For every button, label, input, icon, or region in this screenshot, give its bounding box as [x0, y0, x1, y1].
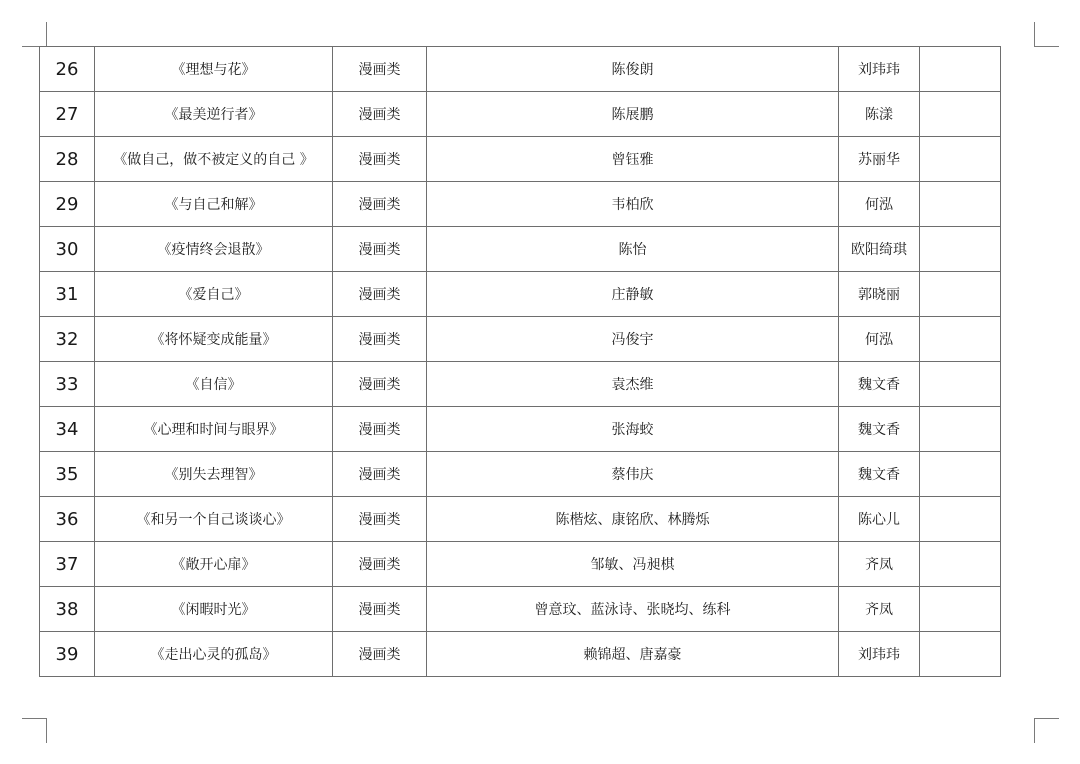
cell-category: 漫画类: [333, 632, 427, 677]
cell-authors: 邹敏、冯昶棋: [427, 542, 839, 587]
cell-category: 漫画类: [333, 542, 427, 587]
cell-row-number: 31: [40, 272, 95, 317]
cell-blank-cell: [920, 587, 1001, 632]
cell-authors: 蔡伟庆: [427, 452, 839, 497]
cell-authors: 庄静敏: [427, 272, 839, 317]
cell-work-title: 《和另一个自己谈谈心》: [95, 497, 333, 542]
table-row: [40, 497, 1001, 542]
cell-authors: 陈俊朗: [427, 47, 839, 92]
cell-work-title: 《走出心灵的孤岛》: [95, 632, 333, 677]
cell-row-number: 33: [40, 362, 95, 407]
cell-blank-cell: [920, 227, 1001, 272]
cell-authors: 陈展鹏: [427, 92, 839, 137]
cell-authors: 张海蛟: [427, 407, 839, 452]
cell-work-title: 《将怀疑变成能量》: [95, 317, 333, 362]
crop-mark-bottom-right: [1034, 718, 1059, 743]
cell-row-number: 26: [40, 47, 95, 92]
cell-category: 漫画类: [333, 272, 427, 317]
cell-authors: 曾钰雅: [427, 137, 839, 182]
table-row: [40, 407, 1001, 452]
cell-teacher: 何泓: [839, 182, 920, 227]
cell-blank-cell: [920, 542, 1001, 587]
cell-work-title: 《心理和时间与眼界》: [95, 407, 333, 452]
cell-work-title: 《自信》: [95, 362, 333, 407]
table-row: [40, 632, 1001, 677]
table-row: [40, 47, 1001, 92]
cell-row-number: 30: [40, 227, 95, 272]
cell-teacher: 苏丽华: [839, 137, 920, 182]
cell-category: 漫画类: [333, 182, 427, 227]
cell-teacher: 陈心儿: [839, 497, 920, 542]
table-row: [40, 542, 1001, 587]
cell-blank-cell: [920, 137, 1001, 182]
cell-teacher: 陈漾: [839, 92, 920, 137]
cell-teacher: 何泓: [839, 317, 920, 362]
cell-blank-cell: [920, 362, 1001, 407]
cell-authors: 冯俊宇: [427, 317, 839, 362]
cell-row-number: 27: [40, 92, 95, 137]
cell-teacher: 刘玮玮: [839, 632, 920, 677]
table-row: [40, 587, 1001, 632]
cell-category: 漫画类: [333, 137, 427, 182]
crop-mark-top-left: [22, 22, 47, 47]
cell-work-title: 《疫情终会退散》: [95, 227, 333, 272]
cell-row-number: 32: [40, 317, 95, 362]
cell-blank-cell: [920, 182, 1001, 227]
cell-teacher: 刘玮玮: [839, 47, 920, 92]
cell-category: 漫画类: [333, 497, 427, 542]
cell-row-number: 29: [40, 182, 95, 227]
table-row: [40, 317, 1001, 362]
cell-teacher: 齐凤: [839, 587, 920, 632]
cell-category: 漫画类: [333, 452, 427, 497]
cell-blank-cell: [920, 47, 1001, 92]
cell-work-title: 《做自己，做不被定义的自己 》: [95, 137, 333, 182]
entries-table: [39, 46, 1001, 677]
table-body: [40, 47, 1001, 677]
cell-category: 漫画类: [333, 227, 427, 272]
table-row: [40, 452, 1001, 497]
cell-row-number: 36: [40, 497, 95, 542]
cell-category: 漫画类: [333, 47, 427, 92]
cell-category: 漫画类: [333, 92, 427, 137]
cell-authors: 袁杰维: [427, 362, 839, 407]
cell-blank-cell: [920, 272, 1001, 317]
cell-row-number: 34: [40, 407, 95, 452]
cell-category: 漫画类: [333, 362, 427, 407]
cell-row-number: 35: [40, 452, 95, 497]
cell-work-title: 《与自己和解》: [95, 182, 333, 227]
cell-work-title: 《爱自己》: [95, 272, 333, 317]
cell-row-number: 38: [40, 587, 95, 632]
table-row: [40, 92, 1001, 137]
table-row: [40, 227, 1001, 272]
cell-blank-cell: [920, 407, 1001, 452]
cell-category: 漫画类: [333, 587, 427, 632]
cell-teacher: 魏文香: [839, 362, 920, 407]
cell-row-number: 37: [40, 542, 95, 587]
cell-blank-cell: [920, 452, 1001, 497]
cell-teacher: 齐凤: [839, 542, 920, 587]
cell-authors: 赖锦超、唐嘉豪: [427, 632, 839, 677]
cell-blank-cell: [920, 317, 1001, 362]
table-row: [40, 362, 1001, 407]
cell-work-title: 《别失去理智》: [95, 452, 333, 497]
cell-blank-cell: [920, 497, 1001, 542]
cell-teacher: 魏文香: [839, 407, 920, 452]
cell-authors: 韦柏欣: [427, 182, 839, 227]
cell-category: 漫画类: [333, 317, 427, 362]
cell-blank-cell: [920, 632, 1001, 677]
cell-work-title: 《闲暇时光》: [95, 587, 333, 632]
cell-work-title: 《理想与花》: [95, 47, 333, 92]
cell-category: 漫画类: [333, 407, 427, 452]
crop-mark-bottom-left: [22, 718, 47, 743]
table-row: [40, 272, 1001, 317]
cell-authors: 陈怡: [427, 227, 839, 272]
table-row: [40, 182, 1001, 227]
cell-row-number: 39: [40, 632, 95, 677]
cell-teacher: 魏文香: [839, 452, 920, 497]
table-row: [40, 137, 1001, 182]
cell-row-number: 28: [40, 137, 95, 182]
cell-authors: 曾意玟、蓝泳诗、张晓均、练科: [427, 587, 839, 632]
cell-teacher: 欧阳绮琪: [839, 227, 920, 272]
crop-mark-top-right: [1034, 22, 1059, 47]
cell-blank-cell: [920, 92, 1001, 137]
cell-work-title: 《敞开心扉》: [95, 542, 333, 587]
cell-teacher: 郭晓丽: [839, 272, 920, 317]
cell-work-title: 《最美逆行者》: [95, 92, 333, 137]
cell-authors: 陈楷炫、康铭欣、林腾烁: [427, 497, 839, 542]
